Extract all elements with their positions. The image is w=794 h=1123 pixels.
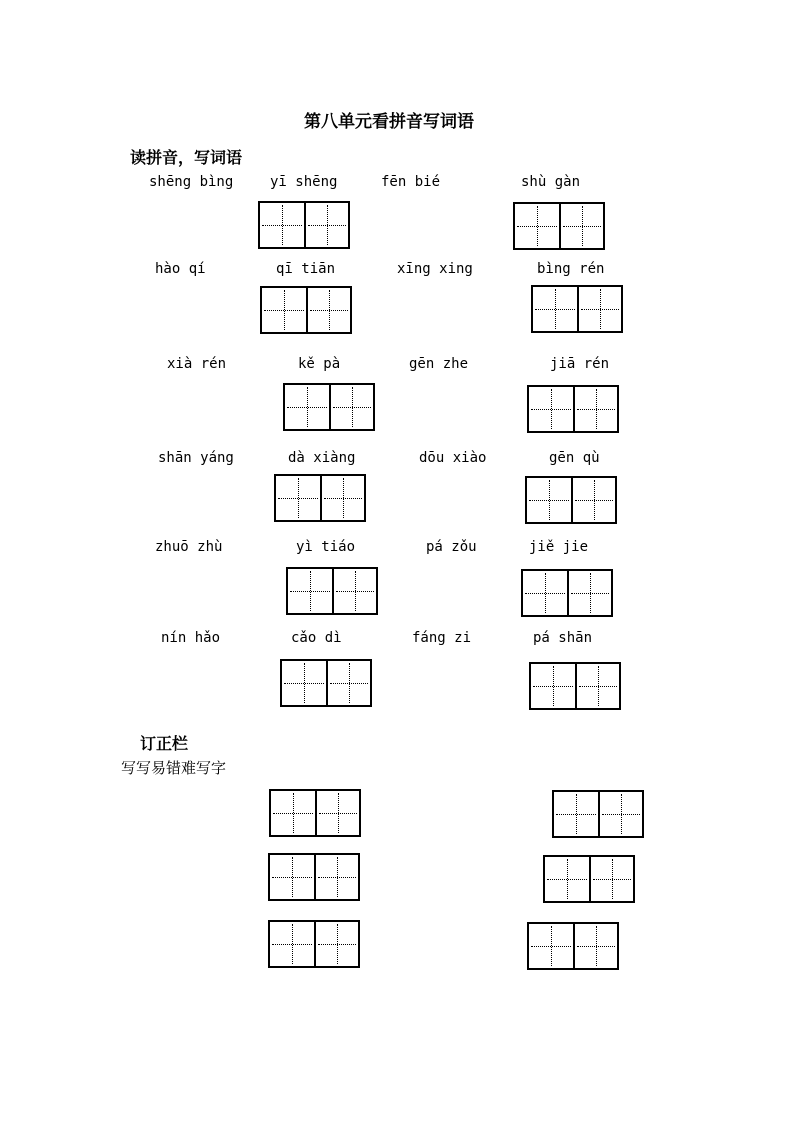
writing-box[interactable] <box>283 383 375 431</box>
writing-box[interactable] <box>274 474 366 522</box>
section-subheading: 写写易错难写字 <box>121 759 227 777</box>
pinyin-label: cǎo dì <box>291 630 342 646</box>
pinyin-label: fēn bié <box>381 174 441 190</box>
grid-cell[interactable] <box>270 855 314 899</box>
pinyin-label: xīng xing <box>397 261 473 277</box>
correction-box[interactable] <box>268 920 360 968</box>
pinyin-label: shān yáng <box>158 450 234 466</box>
grid-cell[interactable] <box>306 288 350 332</box>
pinyin-label: yì tiáo <box>296 539 356 555</box>
pinyin-label: pá shān <box>533 630 593 646</box>
grid-cell[interactable] <box>554 792 598 836</box>
grid-cell[interactable] <box>589 857 633 901</box>
grid-cell[interactable] <box>262 288 306 332</box>
pinyin-label: shù gàn <box>521 174 581 190</box>
grid-cell[interactable] <box>531 664 575 708</box>
correction-box[interactable] <box>552 790 644 838</box>
grid-cell[interactable] <box>545 857 589 901</box>
pinyin-label: pá zǒu <box>426 539 477 555</box>
grid-cell[interactable] <box>533 287 577 331</box>
grid-cell[interactable] <box>573 387 617 431</box>
grid-cell[interactable] <box>282 661 326 705</box>
grid-cell[interactable] <box>270 922 314 966</box>
section-heading-correction: 订正栏 <box>140 734 189 753</box>
writing-box[interactable] <box>529 662 621 710</box>
grid-cell[interactable] <box>320 476 364 520</box>
grid-cell[interactable] <box>304 203 348 247</box>
pinyin-label: shēng bìng <box>149 174 234 190</box>
grid-cell[interactable] <box>567 571 611 615</box>
writing-box[interactable] <box>260 286 352 334</box>
writing-box[interactable] <box>513 202 605 250</box>
grid-cell[interactable] <box>315 791 359 835</box>
pinyin-label: jiě jie <box>529 539 589 555</box>
writing-box[interactable] <box>258 201 350 249</box>
pinyin-label: nín hǎo <box>161 630 221 646</box>
grid-cell[interactable] <box>571 478 615 522</box>
grid-cell[interactable] <box>527 478 571 522</box>
grid-cell[interactable] <box>326 661 370 705</box>
writing-box[interactable] <box>525 476 617 524</box>
grid-cell[interactable] <box>314 922 358 966</box>
writing-box[interactable] <box>286 567 378 615</box>
correction-box[interactable] <box>268 853 360 901</box>
page-title: 第八单元看拼音写词语 <box>304 112 474 132</box>
pinyin-label: gēn qù <box>549 450 600 466</box>
writing-box[interactable] <box>280 659 372 707</box>
section-heading-read-pinyin: 读拼音，写词语 <box>130 148 243 167</box>
grid-cell[interactable] <box>515 204 559 248</box>
correction-box[interactable] <box>527 922 619 970</box>
pinyin-label: qī tiān <box>276 261 336 277</box>
pinyin-label: dà xiàng <box>288 450 356 466</box>
grid-cell[interactable] <box>288 569 332 613</box>
grid-cell[interactable] <box>314 855 358 899</box>
grid-cell[interactable] <box>285 385 329 429</box>
pinyin-label: kě pà <box>298 356 341 372</box>
pinyin-label: fáng zi <box>412 630 472 646</box>
grid-cell[interactable] <box>575 664 619 708</box>
grid-cell[interactable] <box>276 476 320 520</box>
correction-box[interactable] <box>543 855 635 903</box>
grid-cell[interactable] <box>260 203 304 247</box>
grid-cell[interactable] <box>529 387 573 431</box>
pinyin-label: jiā rén <box>550 356 610 372</box>
pinyin-label: dōu xiào <box>419 450 487 466</box>
pinyin-label: xià rén <box>167 356 227 372</box>
pinyin-label: zhuō zhù <box>155 539 223 555</box>
grid-cell[interactable] <box>523 571 567 615</box>
writing-box[interactable] <box>521 569 613 617</box>
grid-cell[interactable] <box>271 791 315 835</box>
grid-cell[interactable] <box>529 924 573 968</box>
pinyin-label: bìng rén <box>537 261 605 277</box>
grid-cell[interactable] <box>573 924 617 968</box>
grid-cell[interactable] <box>598 792 642 836</box>
writing-box[interactable] <box>531 285 623 333</box>
pinyin-label: yī shēng <box>270 174 338 190</box>
grid-cell[interactable] <box>332 569 376 613</box>
grid-cell[interactable] <box>559 204 603 248</box>
writing-box[interactable] <box>527 385 619 433</box>
pinyin-label: hào qí <box>155 261 206 277</box>
pinyin-label: gēn zhe <box>409 356 469 372</box>
correction-box[interactable] <box>269 789 361 837</box>
grid-cell[interactable] <box>577 287 621 331</box>
grid-cell[interactable] <box>329 385 373 429</box>
